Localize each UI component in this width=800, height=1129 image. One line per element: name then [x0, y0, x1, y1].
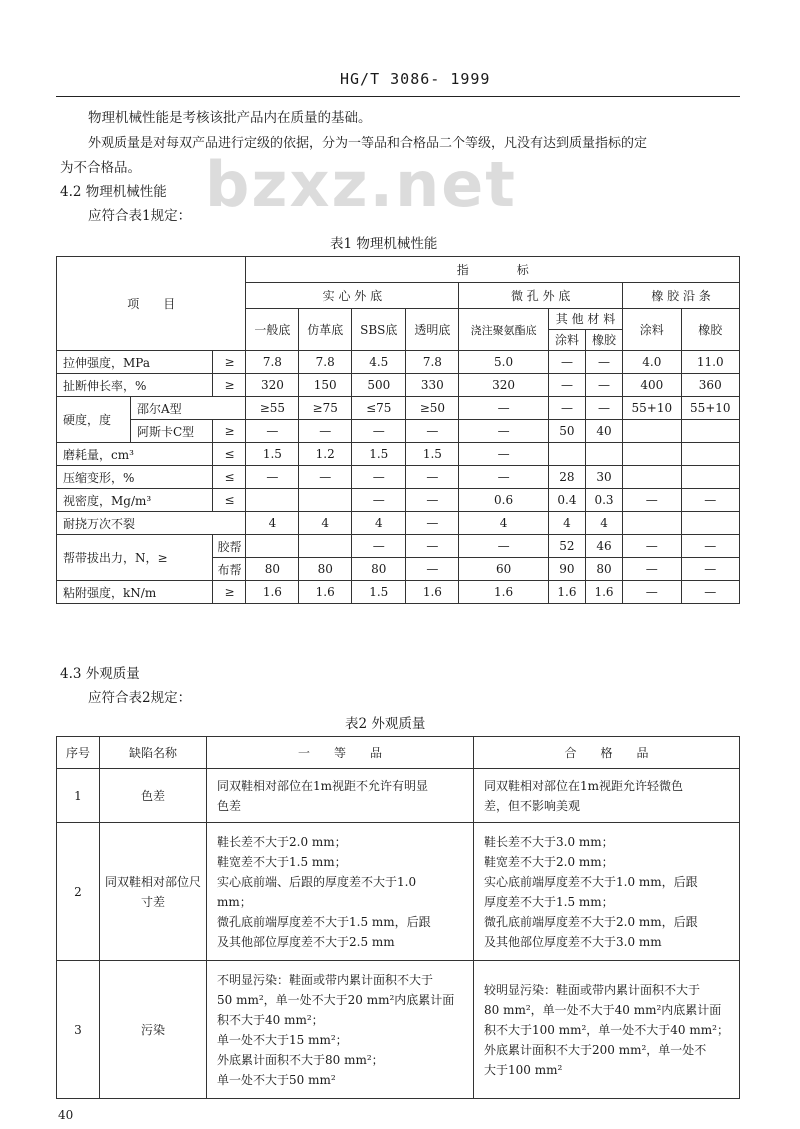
row-label: 扯断伸长率，% — [57, 374, 213, 397]
cell — [623, 466, 681, 489]
text-line: 及其他部位厚度差不大于3.0 mm — [484, 934, 662, 949]
relation-sign: ≥ — [213, 351, 246, 374]
relation-sign: ≤ — [213, 489, 246, 512]
table-row — [57, 581, 740, 604]
qualified-grade-cell — [474, 823, 740, 961]
cell: — — [459, 443, 549, 466]
cell: ≥75 — [299, 397, 352, 420]
cell: 55+10 — [681, 397, 739, 420]
text-line: 大于100 mm² — [484, 1062, 563, 1077]
cell — [681, 512, 739, 535]
text-line: 实心底前端、后跟的厚度差不大于1.0 — [217, 874, 417, 889]
cell: 400 — [623, 374, 681, 397]
relation-sign: ≤ — [213, 443, 246, 466]
table-row — [57, 961, 740, 1099]
relation-sign: ≥ — [213, 374, 246, 397]
text-line: 外底累计面积不大于200 mm²，单一处不 — [484, 1042, 707, 1057]
text-line: 同双鞋相对部位在1m视距允许轻微色 — [484, 778, 684, 793]
cell — [681, 420, 739, 443]
intro-line-1: 物理机械性能是考核该批产品内在质量的基础。 — [88, 110, 372, 126]
first-grade-cell — [207, 961, 474, 1099]
cell: 1.6 — [459, 581, 549, 604]
cell: — — [548, 397, 585, 420]
cell: 5.0 — [459, 351, 549, 374]
cell: — — [406, 420, 459, 443]
cell: 330 — [406, 374, 459, 397]
cell: 30 — [585, 466, 622, 489]
cell: 4 — [352, 512, 406, 535]
physical-properties-table — [56, 256, 740, 604]
text-line: 单一处不大于15 mm²； — [217, 1032, 348, 1047]
cell: — — [548, 374, 585, 397]
col-header: 序号 — [57, 737, 100, 769]
table-row — [57, 420, 740, 443]
cell: 1.6 — [585, 581, 622, 604]
relation-sign: ≥ — [213, 581, 246, 604]
cell: — — [352, 535, 406, 558]
cell: — — [623, 489, 681, 512]
cell: 1.6 — [246, 581, 299, 604]
cell: — — [352, 420, 406, 443]
table-row — [57, 351, 740, 374]
row-label: 粘附强度，kN/m — [57, 581, 213, 604]
cell — [681, 466, 739, 489]
cell — [623, 512, 681, 535]
cell: 4 — [299, 512, 352, 535]
cell: — — [299, 466, 352, 489]
cell: 80 — [246, 558, 299, 581]
cell: 4 — [459, 512, 549, 535]
cell: 4 — [548, 512, 585, 535]
cell: 320 — [246, 374, 299, 397]
section-4-2-text: 应符合表1规定： — [88, 208, 192, 224]
table-row — [57, 769, 740, 823]
col-header: 一般底 — [246, 309, 299, 351]
col-header: 浇注聚氨酯底 — [459, 309, 549, 351]
cell: 90 — [548, 558, 585, 581]
table-row — [57, 443, 740, 466]
cell: — — [681, 535, 739, 558]
col-header: 缺陷名称 — [100, 737, 207, 769]
cell: ≥50 — [406, 397, 459, 420]
cell: — — [548, 351, 585, 374]
text-line: 80 mm²，单一处不大于40 mm²内底累计面 — [484, 1002, 722, 1017]
text-line: 鞋宽差不大于1.5 mm； — [217, 854, 347, 869]
cell — [299, 489, 352, 512]
col-header: 橡胶 — [681, 309, 739, 351]
row-label: 压缩变形，% — [57, 466, 213, 489]
cell: 1.5 — [246, 443, 299, 466]
text-line: 实心底前端厚度差不大于1.0 mm，后跟 — [484, 874, 698, 889]
cell: — — [246, 420, 299, 443]
cell: 1.5 — [352, 443, 406, 466]
cell: — — [406, 466, 459, 489]
cell: 60 — [459, 558, 549, 581]
other-materials-header: 其 他 材 料 — [549, 309, 622, 330]
intro-line-3: 为不合格品。 — [60, 160, 141, 176]
relation-sign: ≤ — [213, 466, 246, 489]
row-label: 拉伸强度，MPa — [57, 351, 213, 374]
cell: 360 — [681, 374, 739, 397]
cell: — — [585, 397, 622, 420]
text-line: 色差 — [217, 798, 242, 813]
appearance-quality-table — [56, 736, 740, 1099]
table2-caption: 表2 外观质量 — [345, 716, 426, 732]
cell: 1.5 — [406, 443, 459, 466]
text-line: 单一处不大于50 mm² — [217, 1072, 336, 1087]
cell: 52 — [548, 535, 585, 558]
first-grade-cell — [207, 823, 474, 961]
row-sub-label: 阿斯卡C型 — [131, 420, 213, 443]
row-label: 帮带拔出力，N，≥ — [57, 535, 213, 581]
cell: — — [406, 535, 459, 558]
cell: — — [352, 489, 406, 512]
rubber-strip-header: 橡 胶 沿 条 — [623, 283, 740, 309]
header-rule — [56, 96, 740, 97]
cell: 80 — [299, 558, 352, 581]
cell: 11.0 — [681, 351, 739, 374]
table-row — [57, 397, 740, 420]
cell: 500 — [352, 374, 406, 397]
cell: 1.6 — [406, 581, 459, 604]
cell: — — [681, 581, 739, 604]
cell: — — [406, 489, 459, 512]
cell: 46 — [585, 535, 622, 558]
cell: — — [459, 420, 549, 443]
col-header: 合 格 品 — [474, 737, 740, 769]
table-row — [57, 466, 740, 489]
micro-sole-header: 微 孔 外 底 — [459, 283, 623, 309]
text-line: 微孔底前端厚度差不大于1.5 mm，后跟 — [217, 914, 431, 929]
cell: 80 — [352, 558, 406, 581]
relation-sign: ≥ — [213, 420, 246, 443]
text-line: 微孔底前端厚度差不大于2.0 mm，后跟 — [484, 914, 698, 929]
table-row — [57, 489, 740, 512]
row-number: 1 — [57, 769, 100, 823]
solid-sole-header: 实 心 外 底 — [246, 283, 459, 309]
row-number: 3 — [57, 961, 100, 1099]
section-4-3-text: 应符合表2规定： — [88, 690, 192, 706]
cell: 4.5 — [352, 351, 406, 374]
cell: 0.6 — [459, 489, 549, 512]
cell: 7.8 — [299, 351, 352, 374]
cell: — — [406, 558, 459, 581]
cell: — — [459, 397, 549, 420]
col-header: 一 等 品 — [207, 737, 474, 769]
col-header: 仿革底 — [299, 309, 352, 351]
row-sub-label: 胶帮 — [213, 535, 246, 558]
defect-name: 同双鞋相对部位尺寸差 — [100, 823, 207, 961]
row-label: 磨耗量，cm³ — [57, 443, 213, 466]
text-line: 鞋宽差不大于2.0 mm； — [484, 854, 614, 869]
row-label: 硬度，度 — [57, 397, 131, 443]
text-line: 同双鞋相对部位在1m视距不允许有明显 — [217, 778, 429, 793]
cell — [623, 420, 681, 443]
cell — [246, 489, 299, 512]
standard-number: HG/T 3086- 1999 — [340, 70, 491, 88]
row-label: 视密度，Mg/m³ — [57, 489, 213, 512]
cell: — — [623, 581, 681, 604]
text-line: 外底累计面积不大于80 mm²； — [217, 1052, 384, 1067]
text-line: 及其他部位厚度差不大于2.5 mm — [217, 934, 395, 949]
defect-name: 色差 — [100, 769, 207, 823]
cell: — — [299, 420, 352, 443]
cell: ≥55 — [246, 397, 299, 420]
col-header: 透明底 — [406, 309, 459, 351]
text-line: 不明显污染：鞋面或带内累计面积不大于 — [217, 972, 434, 987]
cell: — — [459, 466, 549, 489]
col-header: 橡胶 — [592, 333, 617, 347]
cell — [585, 443, 622, 466]
cell: 4 — [585, 512, 622, 535]
section-4-2-title: 4.2 物理机械性能 — [60, 184, 167, 200]
cell — [246, 535, 299, 558]
cell: — — [681, 489, 739, 512]
cell: 1.2 — [299, 443, 352, 466]
cell: 1.5 — [352, 581, 406, 604]
cell: 4 — [246, 512, 299, 535]
cell: — — [623, 558, 681, 581]
cell: — — [459, 535, 549, 558]
cell: 0.4 — [548, 489, 585, 512]
cell: 50 — [548, 420, 585, 443]
text-line: 厚度差不大于1.5 mm； — [484, 894, 614, 909]
qualified-grade-cell — [474, 769, 740, 823]
cell: — — [585, 374, 622, 397]
cell: 1.6 — [299, 581, 352, 604]
row-number: 2 — [57, 823, 100, 961]
cell: ≤75 — [352, 397, 406, 420]
col-header: SBS底 — [352, 309, 406, 351]
text-line: 积不大于40 mm²； — [217, 1012, 324, 1027]
cell: 28 — [548, 466, 585, 489]
col-header: 涂料 — [623, 309, 681, 351]
text-line: 差，但不影响美观 — [484, 798, 581, 813]
cell: 1.6 — [548, 581, 585, 604]
item-header: 项 目 — [57, 257, 246, 351]
table1-caption: 表1 物理机械性能 — [330, 236, 438, 252]
cell: 40 — [585, 420, 622, 443]
cell: — — [246, 466, 299, 489]
section-4-3-title: 4.3 外观质量 — [60, 666, 140, 682]
cell — [623, 443, 681, 466]
table-row — [57, 823, 740, 961]
text-line: 积不大于100 mm²，单一处不大于40 mm²； — [484, 1022, 729, 1037]
text-line: 鞋长差不大于2.0 mm； — [217, 834, 347, 849]
cell: 320 — [459, 374, 549, 397]
cell — [299, 535, 352, 558]
cell — [681, 443, 739, 466]
text-line: 50 mm²，单一处不大于20 mm²内底累计面 — [217, 992, 455, 1007]
qualified-grade-cell — [474, 961, 740, 1099]
cell: 0.3 — [585, 489, 622, 512]
cell: 55+10 — [623, 397, 681, 420]
text-line: 鞋长差不大于3.0 mm； — [484, 834, 614, 849]
text-line: mm； — [217, 894, 252, 909]
row-sub-label: 布帮 — [213, 558, 246, 581]
page-number: 40 — [58, 1108, 74, 1122]
cell: — — [681, 558, 739, 581]
cell: 80 — [585, 558, 622, 581]
table-row — [57, 535, 740, 558]
cell: — — [585, 351, 622, 374]
cell: 150 — [299, 374, 352, 397]
row-label: 耐挠万次不裂 — [57, 512, 246, 535]
cell: 4.0 — [623, 351, 681, 374]
table-row — [57, 512, 740, 535]
table-row — [57, 374, 740, 397]
row-sub-label: 邵尔A型 — [131, 397, 246, 420]
cell: — — [406, 512, 459, 535]
indicator-header: 指 标 — [246, 257, 740, 283]
cell: — — [352, 466, 406, 489]
first-grade-cell — [207, 769, 474, 823]
col-header: 涂料 — [549, 330, 586, 350]
cell: — — [623, 535, 681, 558]
intro-line-2: 外观质量是对每双产品进行定级的依据，分为一等品和合格品二个等级，凡没有达到质量指标的定 — [88, 136, 648, 151]
cell: 7.8 — [246, 351, 299, 374]
text-line: 较明显污染：鞋面或带内累计面积不大于 — [484, 982, 701, 997]
defect-name: 污染 — [100, 961, 207, 1099]
cell: 7.8 — [406, 351, 459, 374]
watermark: bzxz.net — [205, 148, 517, 221]
cell — [548, 443, 585, 466]
